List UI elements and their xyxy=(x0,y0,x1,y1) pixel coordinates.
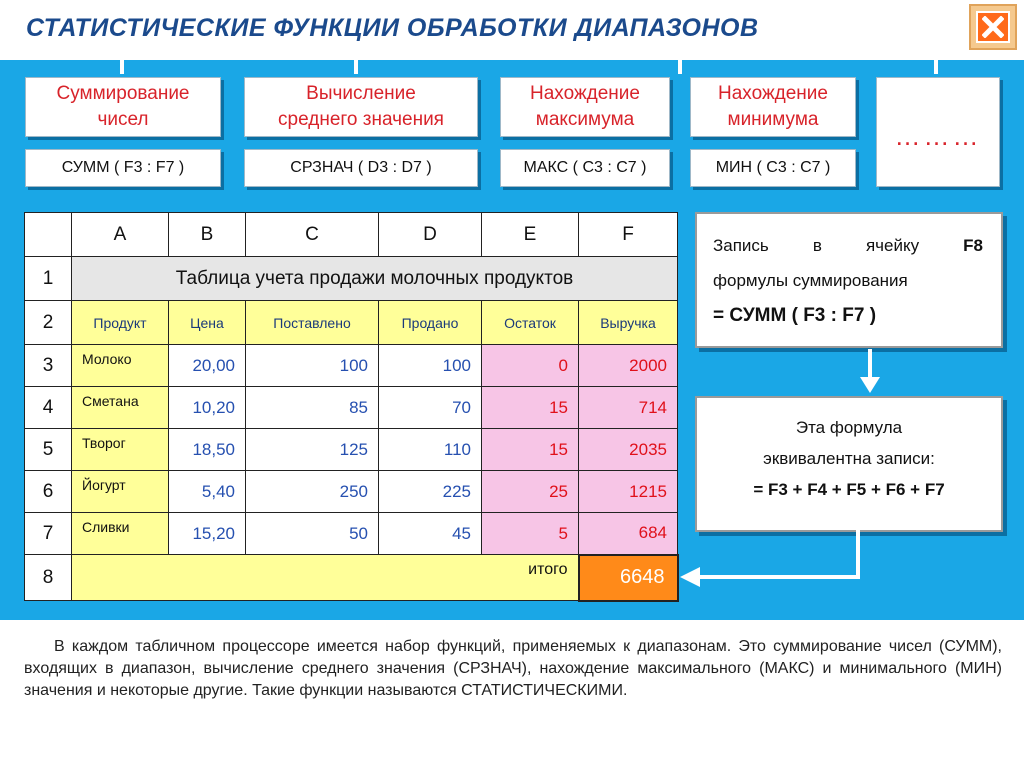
row-header[interactable]: 8 xyxy=(25,555,72,601)
divider-tick xyxy=(934,60,938,74)
remainder-cell[interactable]: 25 xyxy=(482,471,579,513)
price-cell[interactable]: 5,40 xyxy=(169,471,246,513)
column-header[interactable]: F xyxy=(579,213,678,257)
sold-cell[interactable]: 225 xyxy=(379,471,482,513)
revenue-cell[interactable]: 684 xyxy=(579,513,678,555)
function-name-line1: Нахождение xyxy=(530,83,640,104)
product-cell[interactable]: Сметана xyxy=(72,387,169,429)
function-name-line1: Суммирование xyxy=(56,83,190,104)
price-cell[interactable]: 20,00 xyxy=(169,345,246,387)
revenue-cell[interactable]: 714 xyxy=(579,387,678,429)
price-cell[interactable]: 18,50 xyxy=(169,429,246,471)
function-name-line2: минимума xyxy=(727,109,819,130)
function-card-average[interactable] xyxy=(244,77,478,137)
price-cell[interactable]: 15,20 xyxy=(169,513,246,555)
formula-sum[interactable]: СУММ ( F3 : F7 ) xyxy=(25,149,221,187)
table-header-cell[interactable]: Поставлено xyxy=(246,301,379,345)
formula-max[interactable]: МАКС ( C3 : C7 ) xyxy=(500,149,670,187)
divider-tick xyxy=(678,60,682,74)
column-header[interactable]: D xyxy=(379,213,482,257)
formula-min[interactable]: МИН ( C3 : C7 ) xyxy=(690,149,856,187)
close-x-glyph xyxy=(982,16,1004,38)
note-word: в xyxy=(812,236,822,255)
note-cell-ref: F8 xyxy=(963,236,983,255)
note-line-3: = F3 + F4 + F5 + F6 + F7 xyxy=(753,480,945,499)
table-row xyxy=(25,387,678,429)
revenue-cell[interactable]: 2035 xyxy=(579,429,678,471)
sold-cell[interactable]: 70 xyxy=(379,387,482,429)
table-row xyxy=(25,429,678,471)
product-cell[interactable]: Молоко xyxy=(72,345,169,387)
product-cell[interactable]: Сливки xyxy=(72,513,169,555)
sold-cell[interactable]: 110 xyxy=(379,429,482,471)
function-name-line1: Вычисление xyxy=(306,83,416,104)
supplied-cell[interactable]: 250 xyxy=(246,471,379,513)
sheet-corner[interactable] xyxy=(25,213,72,257)
remainder-cell[interactable]: 15 xyxy=(482,387,579,429)
table-header-cell[interactable]: Выручка xyxy=(579,301,678,345)
note-equivalent-formula xyxy=(695,396,1003,532)
table-header-cell[interactable]: Продукт xyxy=(72,301,169,345)
revenue-cell[interactable]: 1215 xyxy=(579,471,678,513)
note-f8-formula xyxy=(695,212,1003,348)
explanation-paragraph: В каждом табличном процессоре имеется набор функций, применяемых к диапазонам. Это суммирование чисел (СУММ), входящих в диапазон, вычисление среднего значения (СРЗНАЧ), нахождение максимального (МАКС) и минимального (МИН) значения и некоторые другие. Такие функции называются СТАТИСТИЧЕСКИМИ. xyxy=(24,638,1002,699)
note-word: ячейку xyxy=(865,236,920,255)
arrow-left-icon xyxy=(676,530,866,590)
table-header-cell[interactable]: Продано xyxy=(379,301,482,345)
table-caption[interactable]: Таблица учета продажи молочных продуктов xyxy=(72,257,678,301)
total-label-cell[interactable]: итого xyxy=(72,555,579,601)
product-cell[interactable]: Творог xyxy=(72,429,169,471)
supplied-cell[interactable]: 50 xyxy=(246,513,379,555)
row-header[interactable]: 7 xyxy=(25,513,72,555)
table-header-cell[interactable]: Цена xyxy=(169,301,246,345)
column-header[interactable]: A xyxy=(72,213,169,257)
close-icon xyxy=(976,11,1010,43)
sold-cell[interactable]: 45 xyxy=(379,513,482,555)
spreadsheet xyxy=(24,212,679,602)
row-header[interactable]: 5 xyxy=(25,429,72,471)
divider-tick xyxy=(354,60,358,74)
supplied-cell[interactable]: 85 xyxy=(246,387,379,429)
row-header[interactable]: 4 xyxy=(25,387,72,429)
function-name-line2: чисел xyxy=(97,109,149,130)
column-header[interactable]: E xyxy=(482,213,579,257)
remainder-cell[interactable]: 0 xyxy=(482,345,579,387)
total-value-cell[interactable]: 6648 xyxy=(579,555,678,601)
arrow-down-icon xyxy=(858,349,882,395)
note-word: Запись xyxy=(713,236,769,255)
table-header-cell[interactable]: Остаток xyxy=(482,301,579,345)
row-header[interactable]: 3 xyxy=(25,345,72,387)
note-line-2: формулы суммирования xyxy=(713,271,908,290)
function-name-line2: среднего значения xyxy=(278,109,444,130)
note-line-2: эквивалентна записи: xyxy=(763,449,935,468)
divider-tick xyxy=(120,60,124,74)
table-row xyxy=(25,345,678,387)
row-header[interactable]: 6 xyxy=(25,471,72,513)
remainder-cell[interactable]: 15 xyxy=(482,429,579,471)
note-line-1 xyxy=(713,228,983,263)
product-cell[interactable]: Йогурт xyxy=(72,471,169,513)
column-header[interactable]: B xyxy=(169,213,246,257)
function-name-line2: максимума xyxy=(535,109,635,130)
function-name-line1: Нахождение xyxy=(718,83,828,104)
function-card-max[interactable] xyxy=(500,77,670,137)
price-cell[interactable]: 10,20 xyxy=(169,387,246,429)
sold-cell[interactable]: 100 xyxy=(379,345,482,387)
table-row xyxy=(25,513,678,555)
remainder-cell[interactable]: 5 xyxy=(482,513,579,555)
page-title: СТАТИСТИЧЕСКИЕ ФУНКЦИИ ОБРАБОТКИ ДИАПАЗОНОВ xyxy=(26,14,759,42)
row-header[interactable]: 1 xyxy=(25,257,72,301)
note-line-3: = СУММ ( F3 : F7 ) xyxy=(713,305,877,326)
note-line-1: Эта формула xyxy=(795,418,903,437)
formula-average[interactable]: СРЗНАЧ ( D3 : D7 ) xyxy=(244,149,478,187)
supplied-cell[interactable]: 100 xyxy=(246,345,379,387)
close-button[interactable] xyxy=(969,4,1017,50)
table-row xyxy=(25,471,678,513)
function-card-min[interactable] xyxy=(690,77,856,137)
function-card-sum[interactable] xyxy=(25,77,221,137)
more-functions-box[interactable]: ……… xyxy=(876,77,1000,187)
supplied-cell[interactable]: 125 xyxy=(246,429,379,471)
column-header[interactable]: C xyxy=(246,213,379,257)
row-header[interactable]: 2 xyxy=(25,301,72,345)
revenue-cell[interactable]: 2000 xyxy=(579,345,678,387)
